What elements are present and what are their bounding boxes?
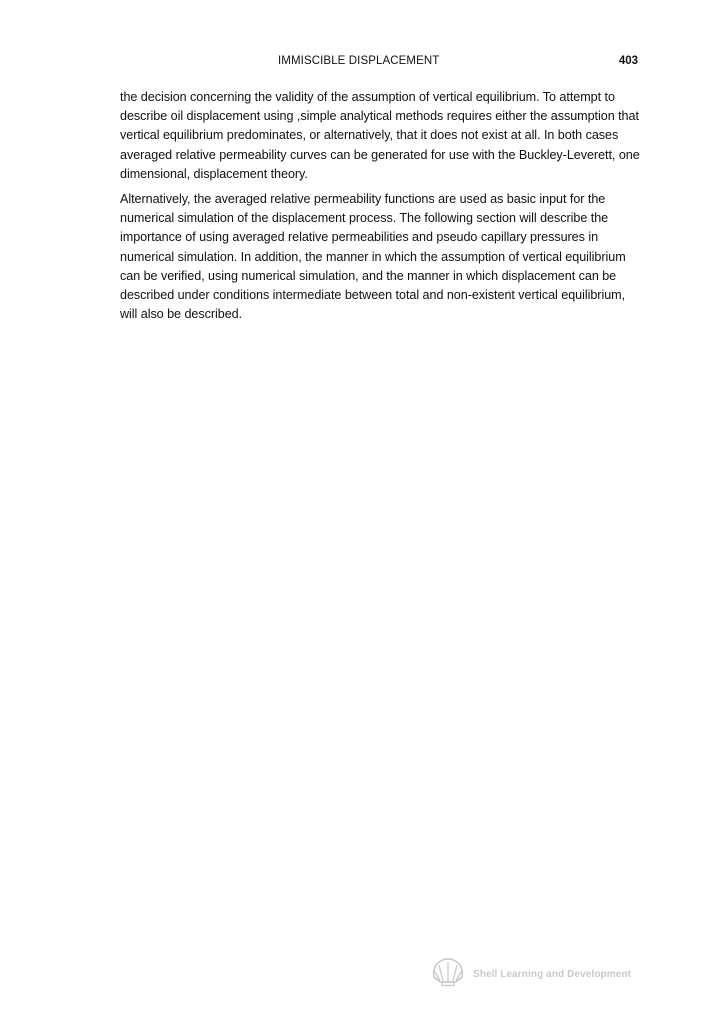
shell-logo-icon	[431, 956, 465, 988]
footer-brand-text: Shell Learning and Development	[473, 969, 632, 980]
page-number: 403	[618, 55, 638, 67]
paragraph-1: the decision concerning the validity of the assumption of vertical equilibrium. To attempt to describe oil displacement using ,simple analytical methods requires either the assumption that vertical equilibrium predominates, or alternatively, that it does not exist at all. In both cases averaged relative permeability curves can be generated for use with the Buckley-Leverett, one dimensional, displacement theory.	[120, 90, 640, 181]
running-title: IMMISCIBLE DISPLACEMENT	[278, 55, 440, 67]
footer-brand	[431, 955, 631, 989]
running-header	[120, 55, 638, 71]
body-text	[120, 88, 640, 330]
paragraph-2: Alternatively, the averaged relative permeability functions are used as basic input for the numerical simulation of the displacement process. The following section will describe the importance of using averaged relative permeabilities and pseudo capillary pressures in numerical simulation. In addition, the manner in which the assumption of vertical equilibrium can be verified, using numerical simulation, and the manner in which displacement can be described under conditions intermediate between total and non-existent vertical equilibrium, will also be described.	[120, 192, 626, 322]
